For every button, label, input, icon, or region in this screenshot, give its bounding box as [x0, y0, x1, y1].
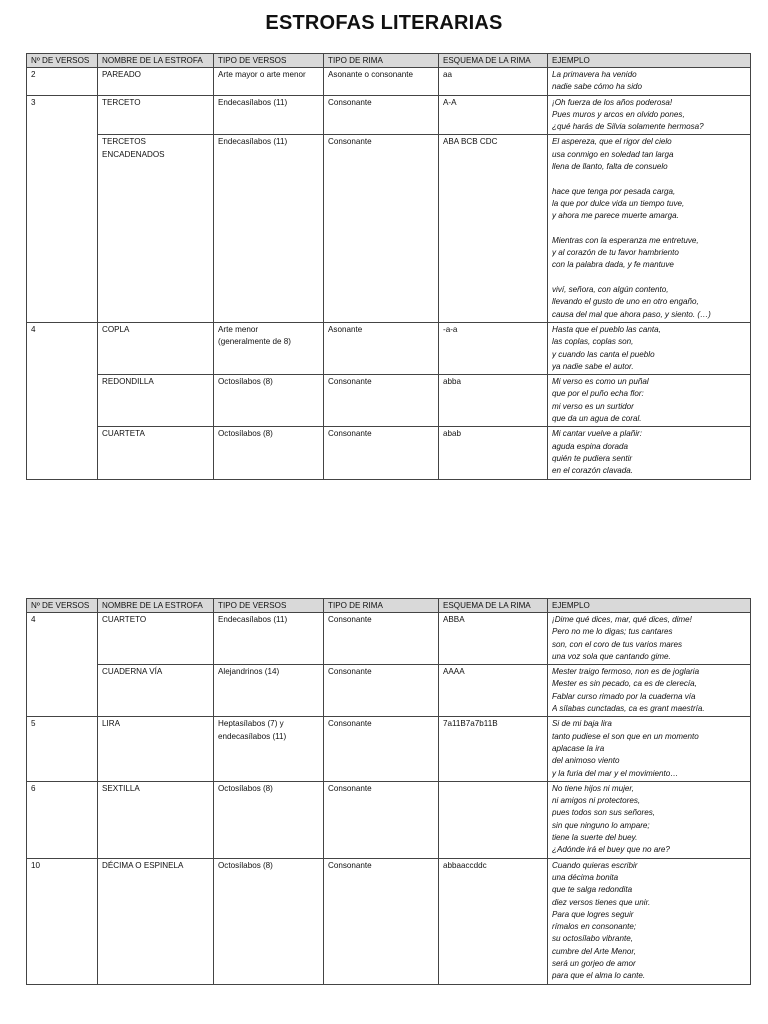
example-line: tanto pudiese el son que en un momento	[552, 731, 699, 741]
strophe-name-cell: DÉCIMA O ESPINELA	[98, 858, 214, 984]
example-line: viví, señora, con algún contento,	[552, 285, 669, 295]
example-line: las coplas, coplas son,	[552, 337, 634, 347]
example-line: llena de llanto, falta de consuelo	[552, 162, 668, 172]
table-row	[27, 665, 751, 717]
example-line: tiene la suerte del buey.	[552, 833, 638, 843]
column-header-count: Nº DE VERSOS	[27, 54, 98, 68]
example-line: que por el puño echa flor:	[552, 389, 644, 399]
table-row	[27, 322, 751, 374]
verse-type-cell: Octosílabos (8)	[214, 781, 324, 858]
example-line: la que por dulce vida un tiempo tuve,	[552, 198, 685, 208]
example-cell	[548, 613, 751, 665]
verse-count-cell: 3	[27, 95, 98, 322]
example-cell	[548, 665, 751, 717]
rhyme-scheme-cell: abba	[439, 375, 548, 427]
example-line: para que el alma lo cante.	[552, 971, 646, 981]
strophe-name-cell: TERCETOS ENCADENADOS	[98, 135, 214, 322]
table-row	[27, 427, 751, 479]
example-line: Hasta que el pueblo las canta,	[552, 324, 661, 334]
verse-count-cell: 4	[27, 322, 98, 479]
rhyme-scheme-cell: AAAA	[439, 665, 548, 717]
example-line: Mi cantar vuelve a plañir:	[552, 429, 642, 439]
example-line: ¡Dime qué dices, mar, qué dices, dime!	[552, 615, 692, 624]
verse-type-cell: Octosílabos (8)	[214, 858, 324, 984]
verse-count-cell: 10	[27, 858, 98, 984]
example-line: ni amigos ni protectores,	[552, 796, 641, 806]
example-cell	[548, 781, 751, 858]
example-line: Mester traigo fermoso, non es de joglaria	[552, 667, 700, 677]
example-line: El aspereza, que el rigor del cielo	[552, 137, 672, 147]
strophe-name-cell: CUADERNA VÍA	[98, 665, 214, 717]
example-cell	[548, 717, 751, 781]
example-cell	[548, 858, 751, 984]
rhyme-type-cell: Asonante o consonante	[324, 68, 439, 96]
example-line: usa conmigo en soledad tan larga	[552, 149, 674, 159]
example-line: Pero no me lo digas; tus cantares	[552, 627, 673, 637]
rhyme-type-cell: Consonante	[324, 858, 439, 984]
rhyme-type-cell: Consonante	[324, 95, 439, 135]
table-row	[27, 717, 751, 781]
strophe-name-cell: SEXTILLA	[98, 781, 214, 858]
example-line: rímalos en consonante;	[552, 922, 637, 932]
rhyme-scheme-cell: abbaaccddc	[439, 858, 548, 984]
example-line: que da un agua de coral.	[552, 414, 642, 424]
strophe-name-cell: LIRA	[98, 717, 214, 781]
verse-type-cell: Octosílabos (8)	[214, 375, 324, 427]
example-line: nadie sabe cómo ha sido	[552, 82, 642, 92]
strophe-name-cell: CUARTETO	[98, 613, 214, 665]
example-line: Mi verso es como un puñal	[552, 377, 649, 387]
example-line: Si de mi baja lira	[552, 719, 612, 729]
example-line: Mientras con la esperanza me entretuve,	[552, 235, 699, 245]
example-line: llevando el gusto de uno en otro engaño,	[552, 297, 699, 307]
table-row	[27, 95, 751, 135]
example-line: Fablar curso rimado por la cuaderna vía	[552, 691, 696, 701]
rhyme-scheme-cell: -a-a	[439, 322, 548, 374]
example-line: y cuando las canta el pueblo	[552, 349, 655, 359]
strophes-table-1	[26, 53, 751, 480]
column-header-verse-type: TIPO DE VERSOS	[214, 54, 324, 68]
table-row	[27, 375, 751, 427]
example-line: aplacase la ira	[552, 743, 605, 753]
table-header-row	[27, 54, 751, 68]
rhyme-scheme-cell: ABA BCB CDC	[439, 135, 548, 322]
verse-count-cell: 2	[27, 68, 98, 96]
example-line: del animoso viento	[552, 756, 620, 766]
rhyme-scheme-cell: aa	[439, 68, 548, 96]
example-line: ya nadie sabe el autor.	[552, 361, 634, 371]
rhyme-type-cell: Consonante	[324, 613, 439, 665]
example-line: causa del mal que ahora paso, y siento. (…)	[552, 309, 711, 319]
rhyme-type-cell: Consonante	[324, 135, 439, 322]
verse-type-cell: Endecasílabos (11)	[214, 95, 324, 135]
example-cell	[548, 135, 751, 322]
example-line: La primavera ha venido	[552, 70, 637, 79]
example-cell	[548, 375, 751, 427]
column-header-example: EJEMPLO	[548, 54, 751, 68]
verse-count-cell: 5	[27, 717, 98, 781]
rhyme-scheme-cell: abab	[439, 427, 548, 479]
column-header-count: Nº DE VERSOS	[27, 599, 98, 613]
example-line: mi verso es un surtidor	[552, 401, 634, 411]
example-line: ¿qué harás de Silvia solamente hermosa?	[552, 122, 704, 132]
table-row	[27, 858, 751, 984]
example-line: que te salga redondita	[552, 885, 633, 895]
verse-type-cell: Octosílabos (8)	[214, 427, 324, 479]
strophe-name-cell: PAREADO	[98, 68, 214, 96]
example-line: aguda espina dorada	[552, 441, 629, 451]
example-line: No tiene hijos ni mujer,	[552, 783, 634, 793]
table-row	[27, 135, 751, 322]
example-line: y al corazón de tu favor hambriento	[552, 248, 679, 258]
example-line: en el corazón clavada.	[552, 466, 633, 476]
verse-type-cell: Arte menor (generalmente de 8)	[214, 322, 324, 374]
example-line: sin que ninguno lo ampare;	[552, 820, 650, 830]
verse-count-cell: 6	[27, 781, 98, 858]
strophe-name-cell: COPLA	[98, 322, 214, 374]
example-line: ¡Oh fuerza de los años poderosa!	[552, 97, 673, 107]
example-line: cumbre del Arte Menor,	[552, 946, 636, 956]
example-line: Mester es sin pecado, ca es de clerecía,	[552, 679, 697, 689]
verse-count-cell: 4	[27, 613, 98, 717]
verse-type-cell: Arte mayor o arte menor	[214, 68, 324, 96]
example-line: pues todos son sus señores,	[552, 808, 656, 818]
example-cell	[548, 322, 751, 374]
example-cell	[548, 68, 751, 96]
example-line: Pues muros y arcos en olvido pones,	[552, 109, 685, 119]
rhyme-type-cell: Consonante	[324, 375, 439, 427]
verse-type-cell: Endecasílabos (11)	[214, 613, 324, 665]
example-line: ¿Adónde irá el buey que no are?	[552, 845, 670, 855]
example-line: Para que logres seguir	[552, 909, 634, 919]
example-line: una décima bonita	[552, 872, 619, 882]
example-line: Cuando quieras escribir	[552, 860, 638, 870]
page-title: ESTROFAS LITERARIAS	[265, 12, 503, 34]
table-row	[27, 781, 751, 858]
example-line: y la furia del mar y el movimiento…	[552, 768, 679, 778]
rhyme-type-cell: Consonante	[324, 717, 439, 781]
example-cell	[548, 427, 751, 479]
table-header-row	[27, 599, 751, 613]
rhyme-type-cell: Consonante	[324, 781, 439, 858]
example-line: con la palabra dada, y fe mantuve	[552, 260, 674, 270]
column-header-name: NOMBRE DE LA ESTROFA	[98, 599, 214, 613]
column-header-rhyme-type: TIPO DE RIMA	[324, 54, 439, 68]
table-row	[27, 68, 751, 96]
verse-type-cell: Endecasílabos (11)	[214, 135, 324, 322]
rhyme-type-cell: Asonante	[324, 322, 439, 374]
column-header-rhyme-type: TIPO DE RIMA	[324, 599, 439, 613]
column-header-name: NOMBRE DE LA ESTROFA	[98, 54, 214, 68]
strophe-name-cell: TERCETO	[98, 95, 214, 135]
table-row	[27, 613, 751, 665]
column-header-scheme: ESQUEMA DE LA RIMA	[439, 599, 548, 613]
stanza-gap	[552, 223, 746, 235]
rhyme-scheme-cell: 7a11B7a7b11B	[439, 717, 548, 781]
example-line: y ahora me parece muerte amarga.	[552, 211, 679, 221]
rhyme-scheme-cell: A-A	[439, 95, 548, 135]
strophe-name-cell: CUARTETA	[98, 427, 214, 479]
rhyme-scheme-cell: ABBA	[439, 613, 548, 665]
column-header-verse-type: TIPO DE VERSOS	[214, 599, 324, 613]
column-header-example: EJEMPLO	[548, 599, 751, 613]
example-line: una voz sola que cantando gime.	[552, 651, 671, 661]
example-line: será un gorjeo de amor	[552, 959, 636, 969]
column-header-scheme: ESQUEMA DE LA RIMA	[439, 54, 548, 68]
rhyme-type-cell: Consonante	[324, 427, 439, 479]
verse-type-cell: Heptasílabos (7) y endecasílabos (11)	[214, 717, 324, 781]
example-line: hace que tenga por pesada carga,	[552, 186, 676, 196]
stanza-gap	[552, 173, 746, 185]
example-line: su octosílabo vibrante,	[552, 934, 633, 944]
strophe-name-cell: REDONDILLA	[98, 375, 214, 427]
strophes-table-2	[26, 598, 751, 985]
example-line: son, con el coro de tus varios mares	[552, 639, 683, 649]
rhyme-scheme-cell	[439, 781, 548, 858]
rhyme-type-cell: Consonante	[324, 665, 439, 717]
example-cell	[548, 95, 751, 135]
example-line: A sílabas cunctadas, ca es grant maestría.	[552, 704, 705, 714]
stanza-gap	[552, 272, 746, 284]
verse-type-cell: Alejandrinos (14)	[214, 665, 324, 717]
example-line: quién te pudiera sentir	[552, 453, 633, 463]
example-line: diez versos tienes que unir.	[552, 897, 651, 907]
